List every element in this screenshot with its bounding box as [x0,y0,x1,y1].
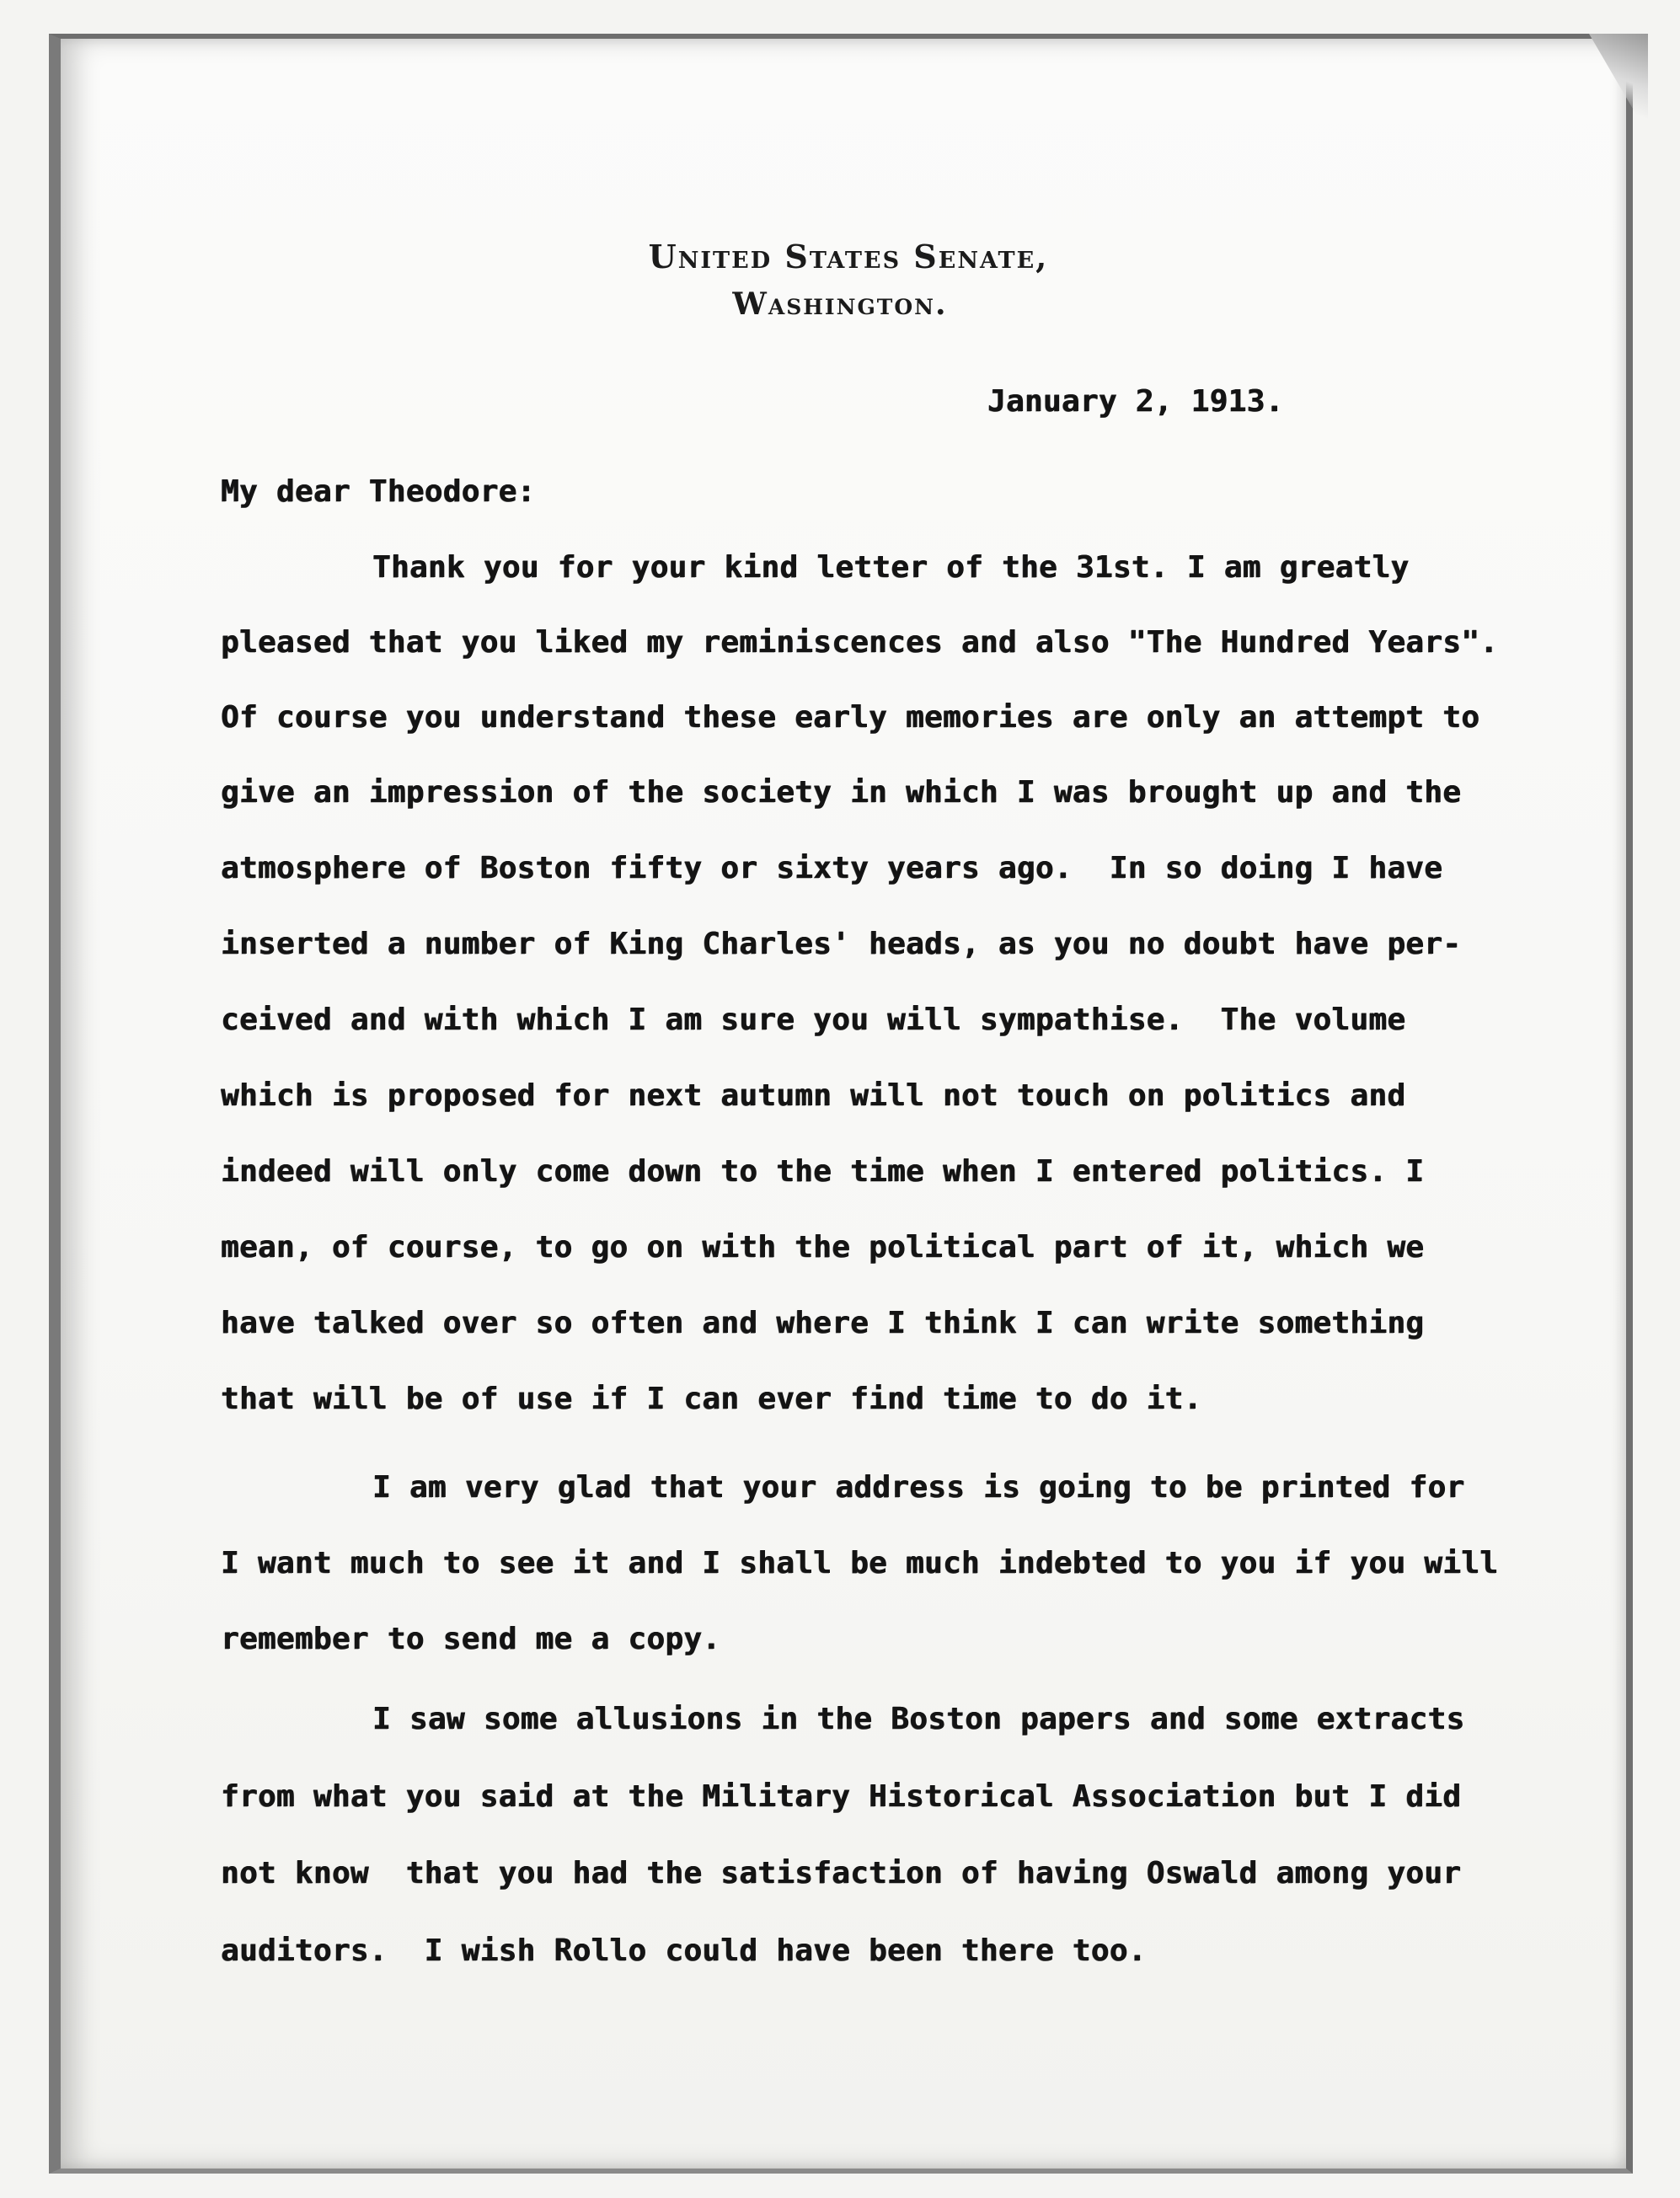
body-line: which is proposed for next autumn will not touch on politics and [221,1078,1406,1113]
letterhead-line-2: Washington. [732,286,948,322]
salutation: My dear Theodore: [221,474,536,509]
body-line: inserted a number of King Charles' heads, as you no doubt have per- [221,927,1462,961]
body-line: I want much to see it and I shall be much indebted to you if you will [221,1546,1499,1580]
letterhead-line-1: United States Senate, [648,238,1049,275]
body-line: not know that you had the satisfaction of having Oswald among your [221,1856,1462,1890]
body-line: pleased that you liked my reminiscences and also "The Hundred Years". [221,625,1499,660]
body-line: ceived and with which I am sure you will sympathise. The volume [221,1003,1406,1037]
body-line: atmosphere of Boston fifty or sixty years ago. In so doing I have [221,851,1443,885]
body-line: Of course you understand these early memories are only an attempt to [221,700,1480,735]
body-line: I saw some allusions in the Boston papers and some extracts [372,1702,1465,1736]
body-line: that will be of use if I can ever find time to do it. [221,1382,1202,1416]
body-line: remember to send me a copy. [221,1622,721,1656]
body-line: have talked over so often and where I think I can write something [221,1306,1425,1340]
body-line: mean, of course, to go on with the political part of it, which we [221,1230,1425,1265]
body-line: Thank you for your kind letter of the 31st. I am greatly [372,550,1410,585]
body-line: indeed will only come down to the time when I entered politics. I [221,1154,1425,1189]
body-line: from what you said at the Military Historical Association but I did [221,1779,1462,1814]
body-line: give an impression of the society in which I was brought up and the [221,775,1462,810]
body-line: auditors. I wish Rollo could have been there too. [221,1933,1147,1968]
letter-date: January 2, 1913. [987,384,1284,419]
body-line: I am very glad that your address is going to be printed for [372,1470,1465,1505]
